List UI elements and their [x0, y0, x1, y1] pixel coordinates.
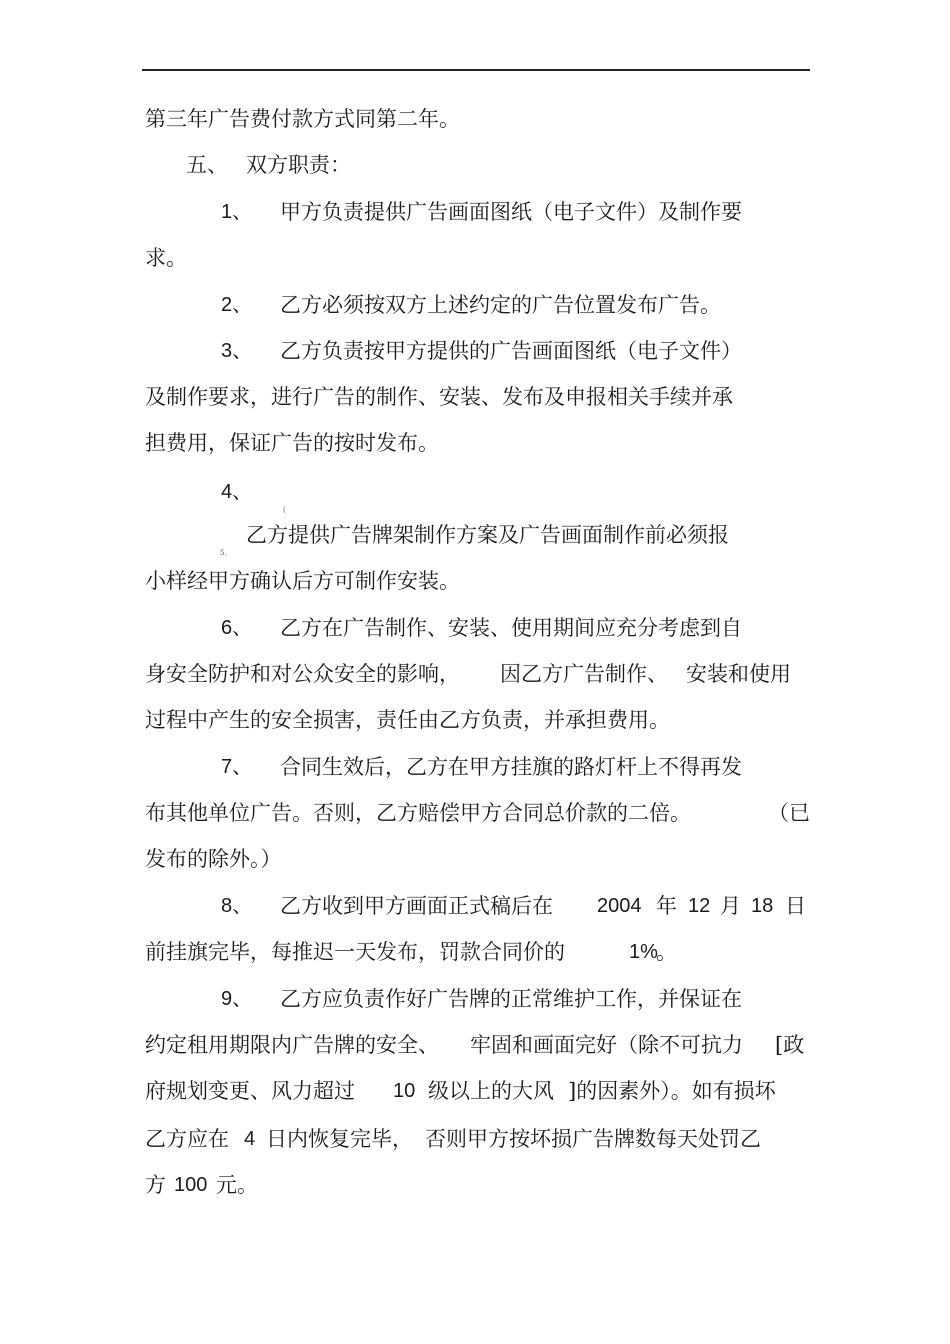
item-3-number: 3、 — [221, 340, 253, 362]
item-8-percent: 1% — [629, 941, 658, 963]
item-9-line: 约定租用期限内广告牌的安全、 — [145, 1033, 439, 1057]
item-7-line: 合同生效后，乙方在甲方挂旗的路灯杆上不得再发 — [280, 755, 742, 779]
item-9-amount: 100 — [174, 1174, 208, 1196]
item-8-day: 18 — [751, 895, 774, 917]
item-9-line: 牢固和画面完好（除不可抗力 — [470, 1033, 743, 1057]
item-4-line: 乙方提供广告牌架制作方案及广告画面制作前必须报 — [246, 523, 729, 547]
item-9-line: 府规划变更、风力超过 — [145, 1079, 355, 1103]
intro-line: 第三年广告费付款方式同第二年。 — [145, 107, 460, 131]
item-8-text: 年 — [656, 894, 677, 918]
item-8-month: 12 — [688, 895, 711, 917]
item-1-line: 甲方负责提供广告画面图纸（电子文件）及制作要 — [280, 200, 742, 224]
item-3-line: 担费用，保证广告的按时发布。 — [145, 431, 439, 455]
item-9-line: 元。 — [216, 1173, 258, 1197]
item-1-line: 求。 — [145, 246, 187, 270]
item-2-number: 2、 — [221, 294, 253, 316]
item-9-line: 方 — [145, 1173, 166, 1197]
item-9-line: ]的因素外）。如有损坏 — [568, 1079, 776, 1103]
item-9-line: 乙方应负责作好广告牌的正常维护工作，并保证在 — [280, 987, 742, 1011]
item-6-line: 过程中产生的安全损害，责任由乙方负责，并承担费用。 — [145, 708, 670, 732]
item-9-days: 4 — [244, 1128, 256, 1150]
item-9-line: 级以上的大风 — [428, 1079, 554, 1103]
item-8-number: 8、 — [221, 895, 253, 917]
item-8-line: 乙方收到甲方画面正式稿后在 — [280, 894, 553, 918]
item-2-line: 乙方必须按双方上述约定的广告位置发布广告。 — [280, 293, 721, 317]
item-7-line: （已 — [768, 801, 810, 825]
item-8-line: 前挂旗完毕，每推迟一天发布，罚款合同价的 — [145, 940, 565, 964]
item-9-line: [政 — [775, 1033, 805, 1057]
item-1-number: 1、 — [221, 201, 253, 223]
item-9-line: 否则甲方按坏损广告牌数每天处罚乙 — [425, 1127, 761, 1151]
item-9-number: 9、 — [221, 988, 253, 1010]
item-6-line: 乙方在广告制作、安装、使用期间应充分考虑到自 — [280, 616, 742, 640]
item-8-text: 月 — [720, 894, 741, 918]
item-3-line: 及制作要求，进行广告的制作、安装、发布及申报相关手续并承 — [145, 385, 733, 409]
item-4-number: 4、 — [221, 481, 253, 503]
item-8-text: 。 — [656, 940, 677, 964]
item-9-level: 10 — [393, 1080, 416, 1102]
item-6-line: 因乙方广告制作、 — [500, 662, 668, 686]
item-8-year: 2004 — [597, 895, 642, 917]
item-9-line: 乙方应在 — [145, 1127, 229, 1151]
item-6-number: 6、 — [221, 617, 253, 639]
item-7-line: 发布的除外。） — [145, 847, 282, 871]
item-4-line: 小样经甲方确认后方可制作安装。 — [145, 569, 460, 593]
stray-mark: 5、 — [220, 549, 232, 557]
section-title: 双方职责： — [246, 153, 351, 177]
item-3-line: 乙方负责按甲方提供的广告画面图纸（电子文件） — [280, 339, 742, 363]
item-7-number: 7、 — [221, 756, 253, 778]
item-6-line: 安装和使用 — [686, 662, 791, 686]
header-rule — [142, 69, 810, 71]
item-7-line: 布其他单位广告。否则，乙方赔偿甲方合同总价款的二倍。 — [145, 801, 691, 825]
section-number: 五、 — [186, 153, 228, 177]
item-9-line: 日内恢复完毕， — [266, 1127, 413, 1151]
item-8-text: 日 — [785, 894, 806, 918]
stray-mark: ( — [283, 506, 286, 514]
item-6-line: 身安全防护和对公众安全的影响， — [145, 662, 460, 686]
